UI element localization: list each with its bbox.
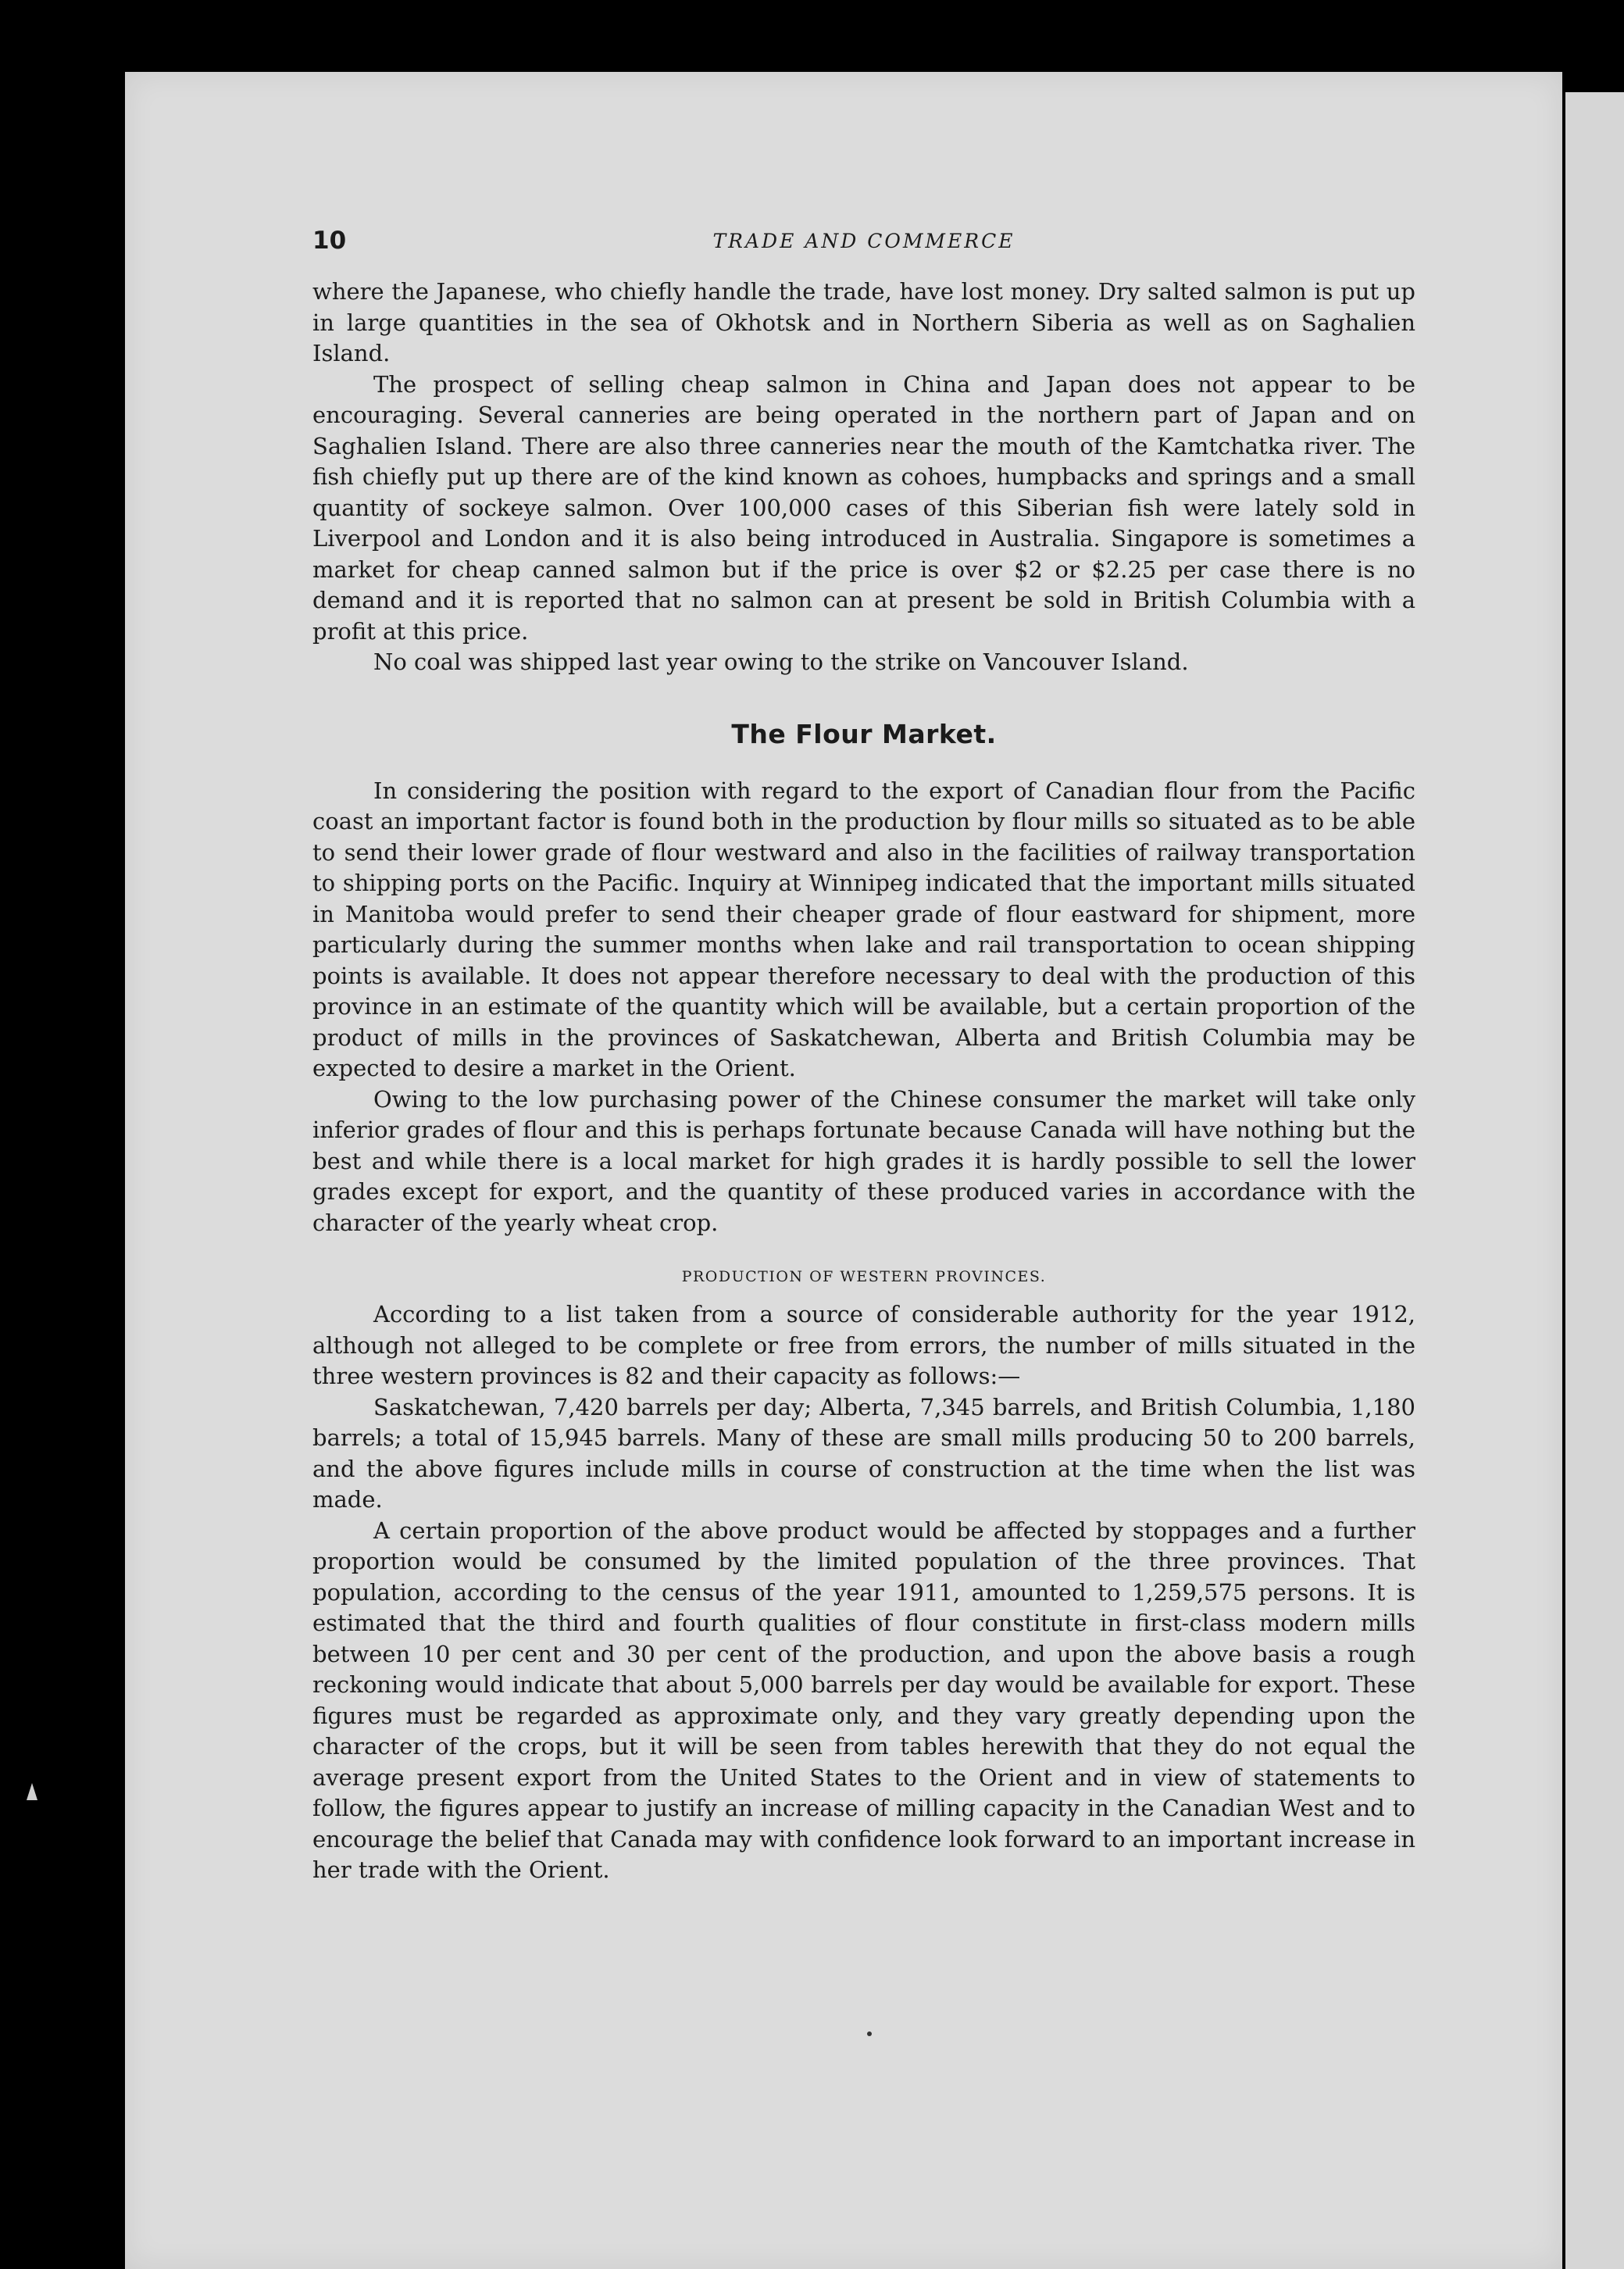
subheading-production: PRODUCTION OF WESTERN PROVINCES. [681, 1268, 1047, 1285]
page-number: 10 [312, 227, 347, 255]
running-title: TRADE AND COMMERCE [712, 230, 1015, 252]
page-speck [867, 2031, 872, 2036]
paragraph-flour-export: In considering the position with regard to the export of Canadian flour from the Pacific coast an important factor is found both in the production by flour mills so situated as to be able to send their lower grade of flour westward and also in the facilities of railway transportation to shipping ports on the Pacific. Inquiry at Winnipeg indicated that the important mills situated in Manitoba would prefer to send their cheaper grade of flour eastward for shipment, more particularly during the summer months when lake and rail transportation to ocean shipping points is available. It does not appear therefore necessary to deal with the production of this province in an estimate of the quantity which will be available, but a certain proportion of the product of mills in the provinces of Saskatchewan, Alberta and British Columbia may be expected to desire a market in the Orient. [312, 777, 1415, 1081]
paragraph-chinese-consumer: Owing to the low purchasing power of the Chinese consumer the market will take only inferior grades of flour and this is perhaps fortunate because Canada will have nothing but the best and while there is a local market for high grades it is hardly possible to sell the lower grades except for export, and the quantity of these produced varies in accordance with the character of the yearly wheat crop. [312, 1085, 1415, 1236]
paragraph-salmon-continued: where the Japanese, who chiefly handle the trade, have lost money. Dry salted salmon is put up in large quantities in the sea of Okhotsk and in Northern Siberia as well as on Saghalien Island. [312, 278, 1415, 366]
section-heading-flour-market: The Flour Market. [731, 718, 997, 749]
facing-page-edge [1565, 92, 1624, 2269]
scan-margin-mark [27, 1783, 37, 1800]
paragraph-provincial-capacity: Saskatchewan, 7,420 barrels per day; Alberta, 7,345 barrels, and British Columbia, 1,180 barrels; a total of 15,945 barrels. Many of these are small mills producing 50 to 200 barrels, and the above figures include mills in course of construction at the time when the list was made. [312, 1393, 1415, 1513]
paragraph-export-estimate: A certain proportion of the above product would be affected by stoppages and a further proportion would be consumed by the limited population of the three provinces. That population, according to the census of the year 1911, amounted to 1,259,575 persons. It is estimated that the third and fourth qualities of flour constitute in first-class modern mills between 10 per cent and 30 per cent of the production, and upon the above basis a rough reckoning would indicate that about 5,000 barrels per day would be available for export. These figures must be regarded as approximate only, and they vary greatly depending upon the character of the crops, but it will be seen from tables herewith that they do not equal the average present export from the United States to the Orient and in view of statements to follow, the figures appear to justify an increase of milling capacity in the Canadian West and to encourage the belief that Canada may with confidence look forward to an important increase in her trade with the Orient. [312, 1517, 1415, 1883]
paragraph-mill-list: According to a list taken from a source of considerable authority for the year 1912, although not alleged to be complete or free from errors, the number of mills situated in the three western provinces is 82 and their capacity as follows:— [312, 1301, 1415, 1389]
paragraph-coal: No coal was shipped last year owing to the strike on Vancouver Island. [373, 649, 1189, 675]
running-head [312, 227, 1415, 267]
page-content [312, 227, 1415, 1886]
paragraph-cheap-salmon: The prospect of selling cheap salmon in China and Japan does not appear to be encouraging. Several canneries are being operated in the northern part of Japan and on Saghalien Island. There are also three canneries near the mouth of the Kamtchatka river. The fish chiefly put up there are of the kind known as cohoes, humpbacks and springs and a small quantity of sockeye salmon. Over 100,000 cases of this Siberian fish were lately sold in Liverpool and London and it is also being introduced in Australia. Singapore is sometimes a market for cheap canned salmon but if the price is over $2 or $2.25 per case there is no demand and it is reported that no salmon can at present be sold in British Columbia with a profit at this price. [312, 370, 1415, 645]
